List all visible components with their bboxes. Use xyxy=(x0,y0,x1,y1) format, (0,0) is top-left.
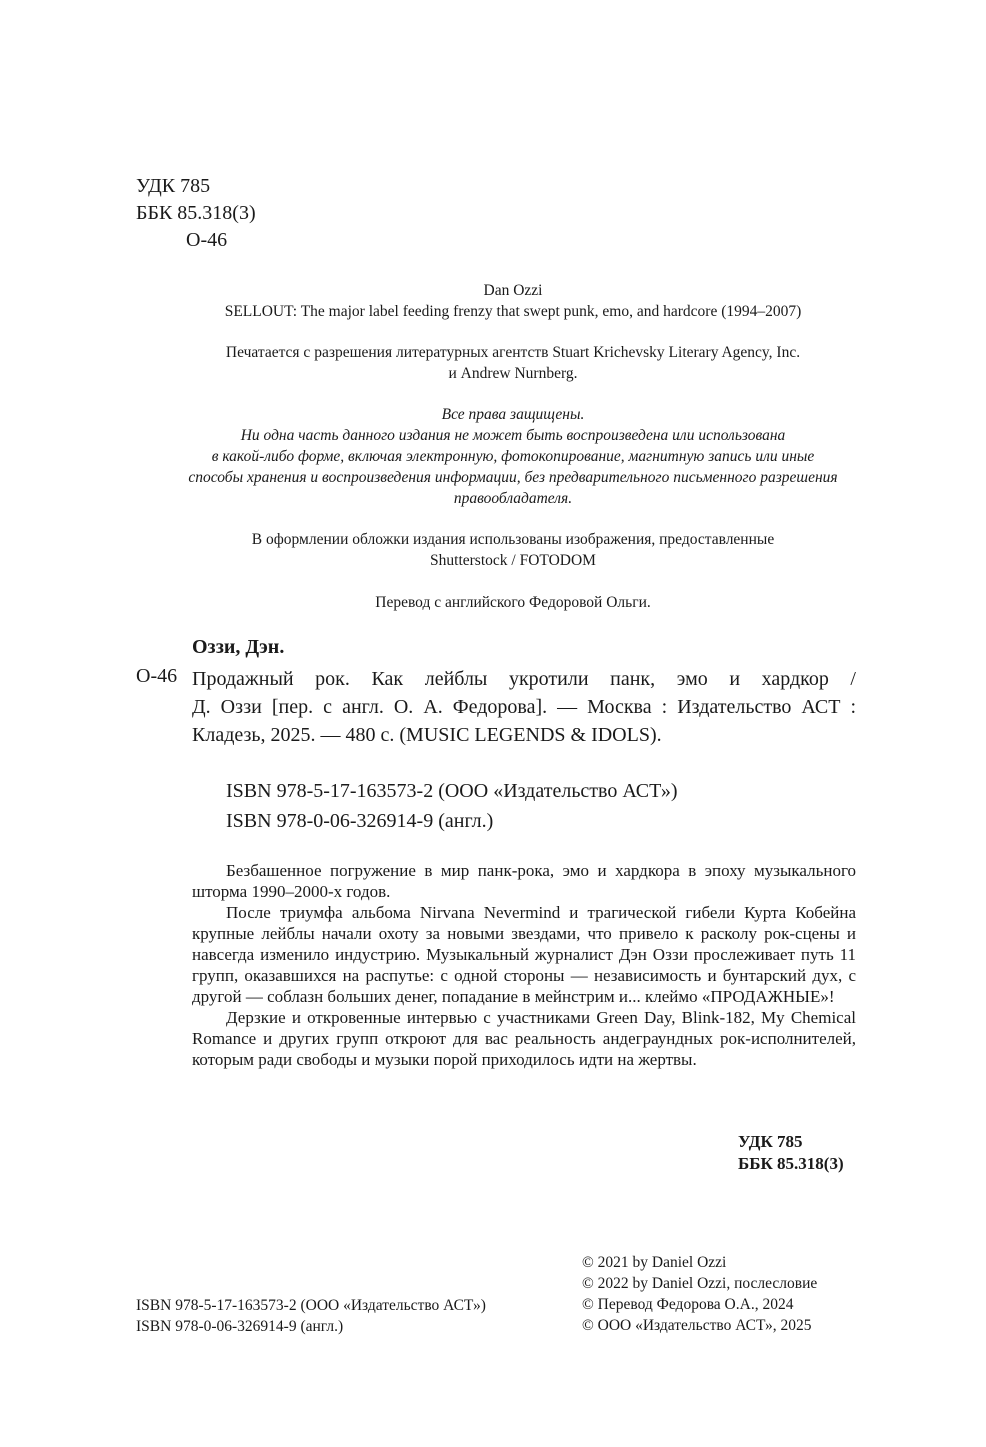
original-edition xyxy=(140,280,886,322)
bottom-isbn-block xyxy=(136,1295,486,1337)
bottom-classification xyxy=(738,1131,844,1175)
bottom-isbn-ru: ISBN 978-5-17-163573-2 (ООО «Издательство АСТ») xyxy=(136,1297,486,1314)
cover-credit-line: В оформлении обложки издания использованы изображения, предоставленные xyxy=(251,531,775,548)
annotation xyxy=(192,860,856,1070)
copyright-block xyxy=(582,1252,817,1336)
isbn-ru: ISBN 978-5-17-163573-2 (ООО «Издательство АСТ») xyxy=(226,780,678,802)
rights-line: способы хранения и воспроизведения информации, без предварительного письменного разрешения xyxy=(188,469,838,486)
classification-block xyxy=(136,173,256,254)
bottom-udk: УДК 785 xyxy=(738,1132,803,1151)
annotation-paragraph: Дерзкие и откровенные интервью с участниками Green Day, Blink-182, My Chemical Romance и других групп откроют для вас реальность андеграундных рок-исполнителей, которым ради свободы и музыки порой приходилось идти на жертвы. xyxy=(192,1008,856,1069)
cover-credit-line: Shutterstock / FOTODOM xyxy=(430,552,596,569)
annotation-paragraph: После триумфа альбома Nirvana Nevermind и трагической гибели Курта Кобейна крупные лейблы начали охоту за новыми звездами, что привело к расколу рок-сцены и навсегда изменило индустрию. Музыкальный журналист Дэн Оззи прослеживает путь 11 групп, оказавшихся на распутье: с одной стороны — независимость и бунтарский дух, с другой — соблазн больших денег, попадание в мейнстрим и... клеймо «ПРОДАЖНЫЕ»! xyxy=(192,903,856,1006)
biblio-line: Д. Оззи [пер. с англ. О. А. Федорова]. — Москва : Издательство АСТ : xyxy=(192,696,856,718)
rights-notice xyxy=(140,404,886,509)
udk-code: УДК 785 xyxy=(136,175,211,197)
isbn-block xyxy=(226,776,678,836)
bottom-isbn-en: ISBN 978-0-06-326914-9 (англ.) xyxy=(136,1318,344,1335)
isbn-en: ISBN 978-0-06-326914-9 (англ.) xyxy=(226,810,494,832)
copyright-line: © Перевод Федорова О.А., 2024 xyxy=(582,1296,794,1313)
original-author: Dan Ozzi xyxy=(483,282,543,299)
rights-line: в какой-либо форме, включая электронную, фотокопирование, магнитную запись или иные xyxy=(211,448,815,465)
original-title: SELLOUT: The major label feeding frenzy that swept punk, emo, and hardcore (1994–2007) xyxy=(224,303,802,320)
permission-line: Печатается с разрешения литературных агентств Stuart Krichevsky Literary Agency, Inc. xyxy=(225,344,801,361)
bibliographic-author: Оззи, Дэн. xyxy=(192,636,285,658)
copyright-line: © 2022 by Daniel Ozzi, послесловие xyxy=(582,1275,818,1292)
rights-line: Ни одна часть данного издания не может быть воспроизведена или использована xyxy=(240,427,786,444)
translation-credit: Перевод с английского Федоровой Ольги. xyxy=(375,594,651,611)
bbk-code: ББК 85.318(3) xyxy=(136,202,256,224)
bibliographic-cipher: О-46 xyxy=(136,665,178,687)
biblio-line: Продажный рок. Как лейблы укротили панк, эмо и хардкор / xyxy=(192,668,856,690)
permission-notice xyxy=(140,342,886,384)
annotation-paragraph: Безбашенное погружение в мир панк-рока, эмо и хардкора в эпоху музыкального шторма 1990–2000-х годов. xyxy=(192,861,856,901)
cover-credit xyxy=(140,529,886,571)
bibliographic-description xyxy=(192,665,856,749)
permission-line: и Andrew Nurnberg. xyxy=(448,365,578,382)
rights-line: Все права защищены. xyxy=(441,406,585,423)
rights-line: правообладателя. xyxy=(453,490,573,507)
copyright-line: © 2021 by Daniel Ozzi xyxy=(582,1254,727,1271)
bottom-bbk: ББК 85.318(3) xyxy=(738,1154,844,1173)
author-mark: О-46 xyxy=(186,229,228,251)
biblio-line: Кладезь, 2025. — 480 с. (MUSIC LEGENDS & IDOLS). xyxy=(192,724,662,746)
copyright-line: © ООО «Издательство АСТ», 2025 xyxy=(582,1317,812,1334)
